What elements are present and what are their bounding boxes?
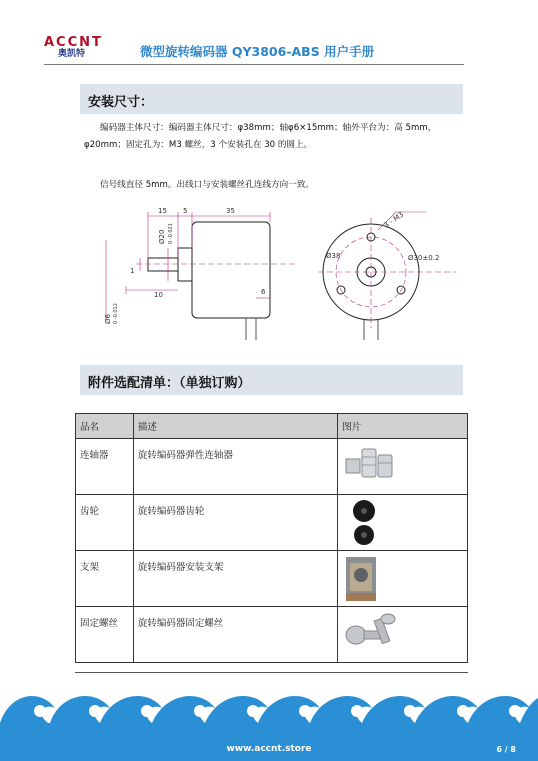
install-text-line2: φ20mm；固定孔为：M3 螺丝，3 个安装孔在 30 的圆上。 bbox=[84, 140, 313, 150]
dim-10: 10 bbox=[154, 291, 163, 299]
document-title: 微型旋转编码器 QY3806-ABS 用户手册 bbox=[140, 44, 375, 59]
dim-30: Ø30±0.2 bbox=[408, 254, 440, 262]
page-header bbox=[0, 0, 538, 70]
header-picture: 图片 bbox=[338, 414, 468, 439]
side-view-dimension-lines bbox=[106, 212, 296, 320]
row-name: 齿轮 bbox=[80, 506, 100, 517]
dim-1: 1 bbox=[130, 267, 135, 275]
table-row bbox=[76, 607, 468, 663]
header-name: 品名 bbox=[76, 414, 134, 439]
dim-6: Ø6 bbox=[104, 314, 112, 324]
side-view-body bbox=[192, 222, 270, 318]
row-description: 旋转编码器安装支架 bbox=[137, 562, 224, 573]
dim-38: Ø38 bbox=[326, 252, 341, 260]
accessories-section-header bbox=[80, 365, 463, 395]
dim-15: 15 bbox=[158, 207, 167, 215]
side-view-shoulder bbox=[178, 248, 192, 281]
install-section-header bbox=[80, 84, 463, 114]
logo-text: ACCNT bbox=[44, 35, 103, 50]
coupling-image bbox=[342, 441, 402, 491]
install-text-line3: 信号线直径 5mm。出线口与安装螺丝孔连线方向一致。 bbox=[100, 180, 315, 190]
company-logo bbox=[44, 36, 124, 60]
header-description: 描述 bbox=[133, 414, 337, 439]
dim-35: 35 bbox=[226, 207, 235, 215]
dim-m3: 3 - M3 bbox=[382, 210, 406, 230]
row-name: 支架 bbox=[80, 562, 100, 573]
dim-6-tol: 0 -0.012 bbox=[113, 303, 119, 324]
bracket-image bbox=[342, 553, 402, 603]
table-row bbox=[76, 495, 468, 551]
table-row bbox=[76, 439, 468, 495]
page-number: 6 / 8 bbox=[496, 745, 516, 754]
website-link[interactable]: www.accnt.store bbox=[226, 744, 312, 754]
install-text-line1: 编码器主体尺寸：编码器主体尺寸：φ38mm；轴φ6×15mm；轴外平台为：高 5mm， bbox=[100, 123, 437, 133]
logo-chinese-name: 奥凯特 bbox=[58, 49, 86, 59]
dim-5: 5 bbox=[183, 207, 188, 215]
dim-20: Ø20 bbox=[158, 229, 166, 244]
screw-image bbox=[342, 609, 402, 659]
row-description: 旋转编码器齿轮 bbox=[137, 506, 205, 517]
table-header-row bbox=[76, 414, 468, 439]
header-divider bbox=[44, 64, 464, 65]
dim-20-tol: 0 -0.021 bbox=[168, 223, 174, 244]
accessories-section-title: 附件选配清单：（单独订购） bbox=[88, 376, 251, 391]
row-name: 固定螺丝 bbox=[80, 618, 119, 629]
dim-6b: 6 bbox=[261, 288, 266, 296]
front-view-labels bbox=[326, 211, 439, 262]
install-section-title: 安装尺寸： bbox=[88, 95, 154, 110]
row-description: 旋转编码器弹性连轴器 bbox=[137, 450, 233, 461]
accessories-table bbox=[75, 413, 468, 663]
row-description: 旋转编码器固定螺丝 bbox=[137, 618, 224, 629]
side-view-shaft bbox=[148, 258, 178, 271]
dimension-drawing bbox=[96, 200, 466, 345]
gear-image bbox=[342, 497, 402, 547]
row-name: 连轴器 bbox=[80, 450, 109, 461]
side-view-labels bbox=[104, 207, 266, 324]
footer-divider bbox=[75, 672, 468, 673]
side-view bbox=[148, 222, 270, 340]
table-row bbox=[76, 551, 468, 607]
